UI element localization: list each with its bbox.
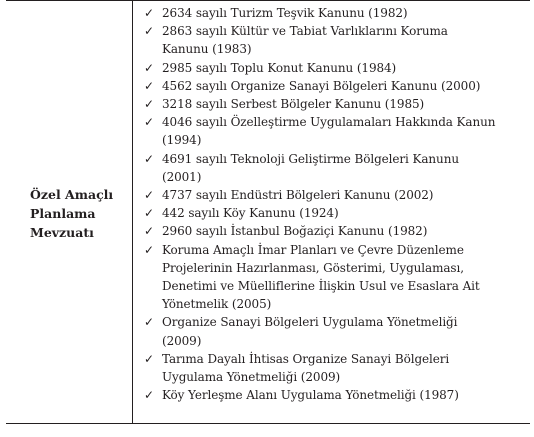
checkmark-icon: ✓ [144, 206, 154, 221]
checkmark-icon: ✓ [144, 351, 154, 366]
legislation-item [140, 313, 524, 349]
checkmark-icon: ✓ [144, 78, 154, 93]
category-label-line: Mevzuatı [30, 224, 94, 240]
legislation-item-line: Uygulama Yönetmeliği (2009) [162, 370, 341, 385]
column-divider [132, 1, 133, 423]
legislation-item-line: Projelerinin Hazırlanması, Gösterimi, Uygulaması, [162, 260, 464, 275]
legislation-item [140, 186, 524, 204]
legislation-item-line: Kanunu (1983) [162, 42, 252, 57]
checkmark-icon: ✓ [144, 188, 154, 203]
legislation-item-line: Denetimi ve Müelliflerine İlişkin Usul ve Esaslara Ait [162, 279, 480, 294]
legislation-list [140, 4, 524, 404]
legislation-item [140, 241, 524, 314]
legislation-item [140, 222, 524, 240]
legislation-table [6, 0, 530, 424]
legislation-item [140, 150, 524, 186]
checkmark-icon: ✓ [144, 24, 154, 39]
category-label-line: Planlama [30, 205, 96, 221]
checkmark-icon: ✓ [144, 388, 154, 403]
checkmark-icon: ✓ [144, 315, 154, 330]
legislation-item-line: 4046 sayılı Özelleştirme Uygulamaları Hakkında Kanun [162, 115, 496, 130]
legislation-item-line: Koruma Amaçlı İmar Planları ve Çevre Düzenleme [162, 242, 464, 257]
category-label [30, 185, 113, 242]
checkmark-icon: ✓ [144, 115, 154, 130]
checkmark-icon: ✓ [144, 224, 154, 239]
legislation-item-line: 2863 sayılı Kültür ve Tabiat Varlıklarını Koruma [162, 24, 448, 39]
legislation-item [140, 386, 524, 404]
legislation-item [140, 59, 524, 77]
checkmark-icon: ✓ [144, 151, 154, 166]
legislation-item-line: Köy Yerleşme Alanı Uygulama Yönetmeliği (1987) [162, 388, 459, 403]
legislation-item-line: 3218 sayılı Serbest Bölgeler Kanunu (1985) [162, 97, 425, 112]
legislation-item-line: (1994) [162, 133, 202, 148]
legislation-item [140, 113, 524, 149]
legislation-item [140, 95, 524, 113]
category-label-line: Özel Amaçlı [30, 186, 114, 202]
checkmark-icon: ✓ [144, 6, 154, 20]
category-cell [6, 1, 132, 423]
legislation-item [140, 350, 524, 386]
legislation-item-line: (2009) [162, 333, 202, 348]
legislation-item [140, 204, 524, 222]
legislation-item [140, 4, 524, 22]
legislation-item [140, 22, 524, 58]
legislation-item-line: 2634 sayılı Turizm Teşvik Kanunu (1982) [162, 6, 408, 20]
legislation-list-cell [140, 4, 524, 404]
checkmark-icon: ✓ [144, 60, 154, 75]
legislation-item-line: 2985 sayılı Toplu Konut Kanunu (1984) [162, 60, 397, 75]
legislation-item-line: 2960 sayılı İstanbul Boğaziçi Kanunu (1982) [162, 224, 428, 239]
legislation-item-line: 442 sayılı Köy Kanunu (1924) [162, 206, 339, 221]
legislation-item-line: (2001) [162, 169, 202, 184]
legislation-item-line: 4691 sayılı Teknoloji Geliştirme Bölgeleri Kanunu [162, 151, 459, 166]
legislation-item-line: Organize Sanayi Bölgeleri Uygulama Yönetmeliği [162, 315, 458, 330]
checkmark-icon: ✓ [144, 242, 154, 257]
legislation-item [140, 77, 524, 95]
checkmark-icon: ✓ [144, 97, 154, 112]
legislation-item-line: 4737 sayılı Endüstri Bölgeleri Kanunu (2002) [162, 188, 434, 203]
legislation-item-line: Tarıma Dayalı İhtisas Organize Sanayi Bölgeleri [162, 351, 450, 366]
legislation-item-line: 4562 sayılı Organize Sanayi Bölgeleri Kanunu (2000) [162, 78, 481, 93]
legislation-item-line: Yönetmelik (2005) [162, 297, 272, 312]
